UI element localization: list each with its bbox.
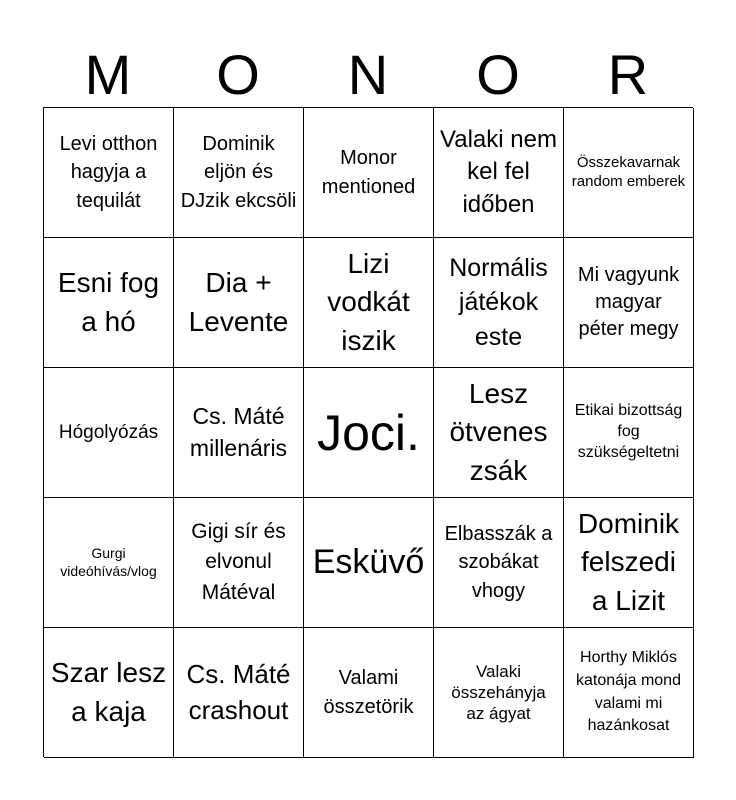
bingo-cell[interactable]: Levi otthon hagyja a tequilát: [44, 108, 174, 238]
title-letter: O: [476, 43, 520, 106]
bingo-cell[interactable]: Szar lesz a kaja: [44, 628, 174, 758]
bingo-cell[interactable]: Valami összetörik: [304, 628, 434, 758]
bingo-cell[interactable]: Monor mentioned: [304, 108, 434, 238]
bingo-cell[interactable]: Dia + Levente: [174, 238, 304, 368]
bingo-cell[interactable]: Esküvő: [304, 498, 434, 628]
bingo-cell[interactable]: Cs. Máté millenáris: [174, 368, 304, 498]
bingo-cell[interactable]: Valaki összehányja az ágyat: [434, 628, 564, 758]
bingo-cell[interactable]: Lizi vodkát iszik: [304, 238, 434, 368]
bingo-cell[interactable]: Dominik felszedi a Lizit: [564, 498, 694, 628]
title-letter: N: [347, 43, 389, 106]
bingo-cell[interactable]: Horthy Miklós katonája mond valami mi hazánkosat: [564, 628, 694, 758]
bingo-cell[interactable]: Joci.: [304, 368, 434, 498]
bingo-cell[interactable]: Normális játékok este: [434, 238, 564, 368]
bingo-cell[interactable]: Dominik eljön és DJzik ekcsöli: [174, 108, 304, 238]
bingo-cell[interactable]: Cs. Máté crashout: [174, 628, 304, 758]
bingo-cell[interactable]: Hógolyózás: [44, 368, 174, 498]
bingo-cell[interactable]: Lesz ötvenes zsák: [434, 368, 564, 498]
bingo-cell[interactable]: Mi vagyunk magyar péter megy: [564, 238, 694, 368]
title-letter: M: [84, 43, 132, 106]
bingo-cell[interactable]: Összekavarnak random emberek: [564, 108, 694, 238]
bingo-cell[interactable]: Valaki nem kel fel időben: [434, 108, 564, 238]
bingo-cell[interactable]: Esni fog a hó: [44, 238, 174, 368]
title-letter: R: [607, 43, 649, 106]
bingo-cell[interactable]: Elbasszák a szobákat vhogy: [434, 498, 564, 628]
bingo-board: [43, 107, 693, 757]
bingo-cell[interactable]: Gurgi videóhívás/vlog: [44, 498, 174, 628]
bingo-cell[interactable]: Gigi sír és elvonul Mátéval: [174, 498, 304, 628]
bingo-cell[interactable]: Etikai bizottság fog szükségeltetni: [564, 368, 694, 498]
title-letter: O: [216, 43, 260, 106]
bingo-title: [43, 44, 693, 106]
